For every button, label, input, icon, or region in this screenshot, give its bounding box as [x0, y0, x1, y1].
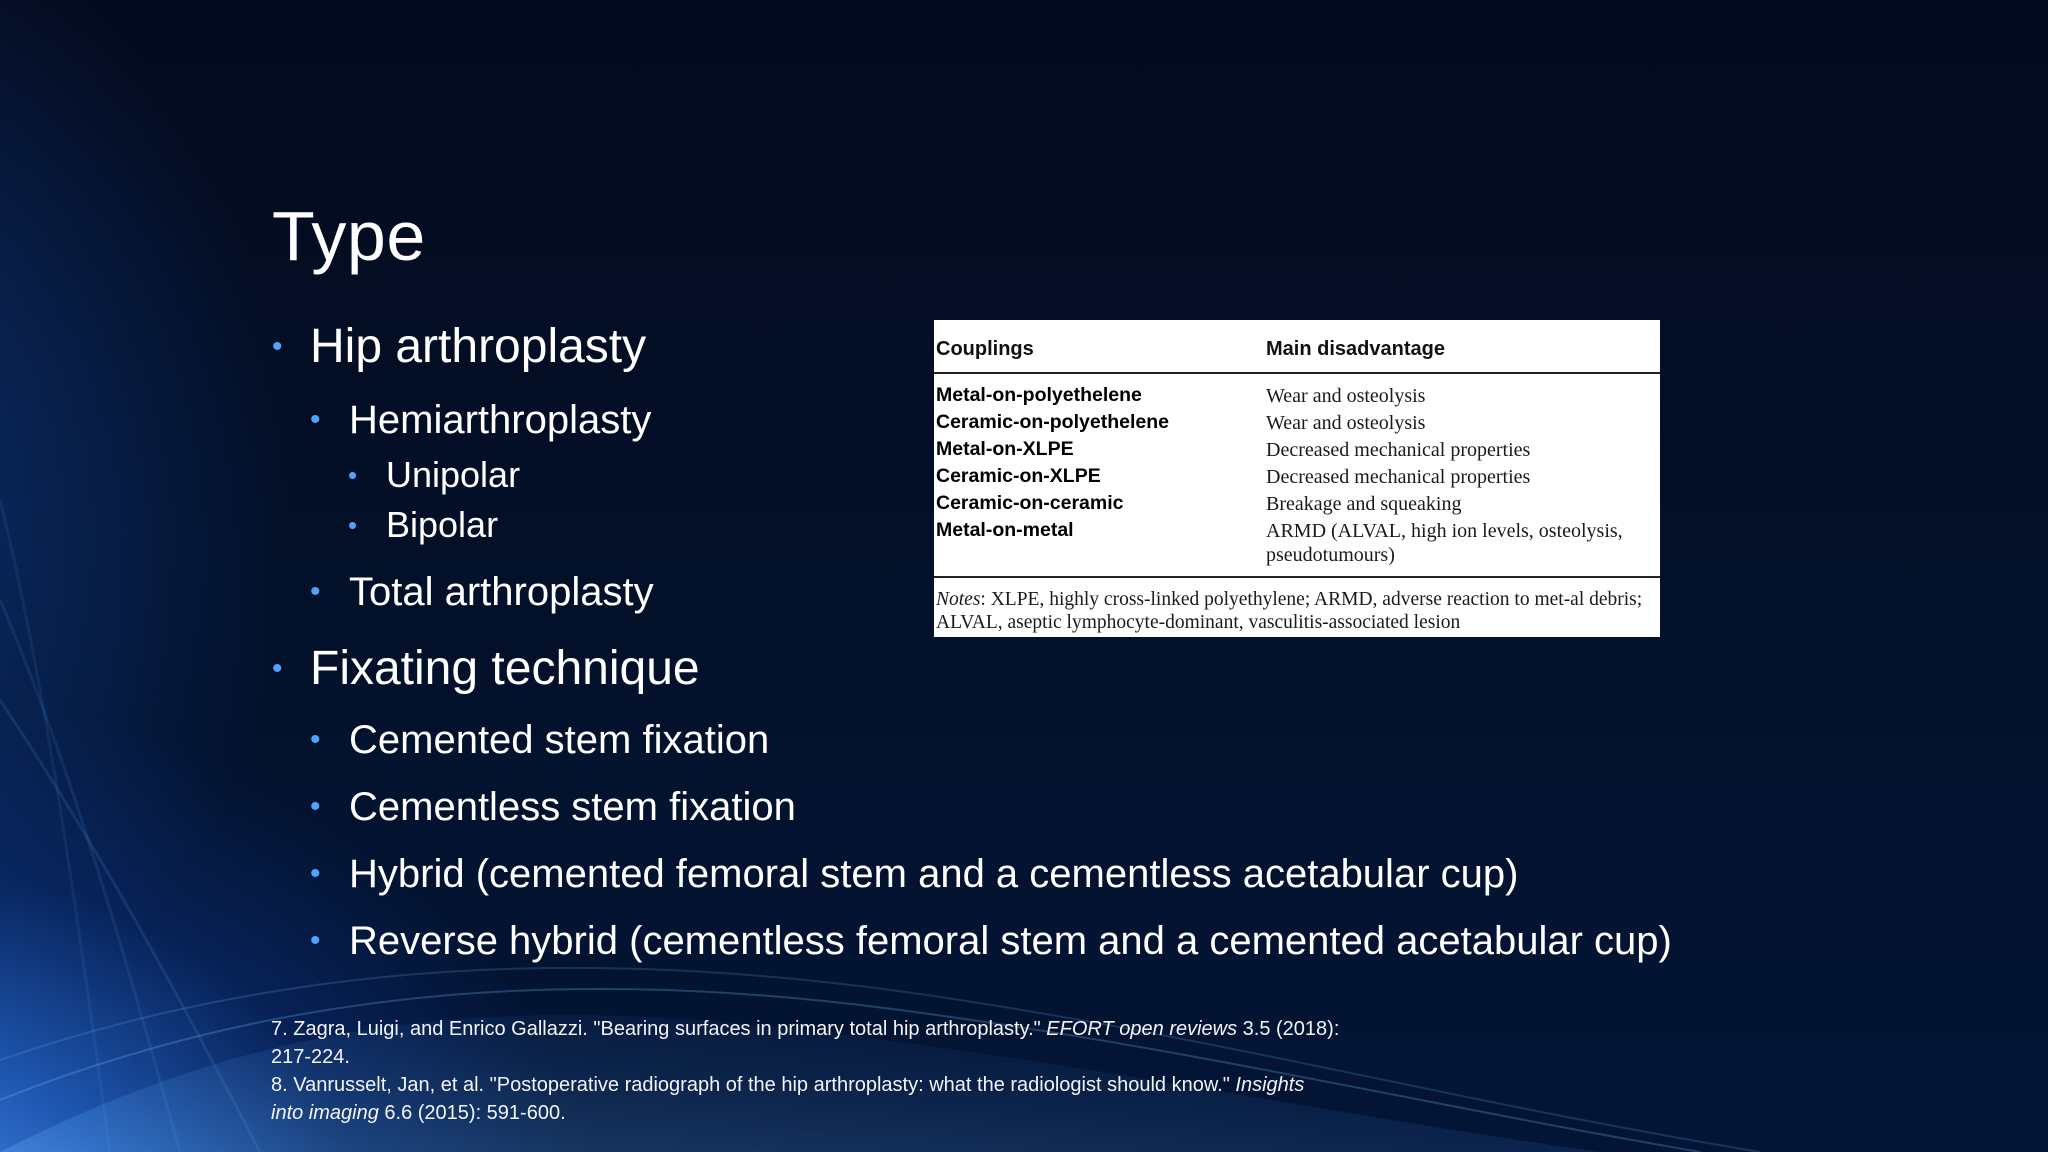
cell-coupling: Ceramic-on-ceramic [936, 492, 1124, 514]
bullet-text: Total arthroplasty [349, 570, 654, 614]
bullet-text: Reverse hybrid (cementless femoral stem and a cemented acetabular cup) [349, 919, 1672, 963]
cell-disadvantage: Decreased mechanical properties [1266, 439, 1531, 461]
bullet-cemented [272, 710, 1772, 770]
table-row [934, 382, 1660, 409]
bullet-icon: • [348, 460, 358, 490]
bullet-reverse-hybrid [272, 911, 1772, 971]
cell-disadvantage: Wear and osteolysis [1266, 412, 1426, 434]
table-row [934, 517, 1660, 567]
slide-title: Type [272, 197, 426, 275]
bullet-icon: • [310, 857, 321, 890]
bullet-fixating-technique [272, 632, 1772, 706]
reference-8-journal: Insights into imaging [271, 1074, 1305, 1124]
cell-disadvantage: Breakage and squeaking [1266, 493, 1462, 515]
references [271, 1015, 1471, 1127]
notes-text: : XLPE, highly cross-linked polyethylene; ARMD, adverse reaction to met-al debris; ALVAL, aseptic lymphocyte-dominant, vasculitis-associated lesion [936, 589, 1643, 633]
table-row [934, 490, 1660, 517]
bullet-icon: • [310, 575, 321, 608]
reference-7 [271, 1015, 1361, 1071]
bullet-icon: • [310, 403, 321, 436]
bullet-text: Hemiarthroplasty [349, 398, 652, 442]
notes-label: Notes [936, 589, 981, 610]
table-row [934, 463, 1660, 490]
cell-coupling: Metal-on-metal [936, 519, 1074, 541]
bullet-icon: • [310, 790, 321, 823]
bullet-text: Hybrid (cemented femoral stem and a cementless acetabular cup) [349, 852, 1519, 896]
header-couplings: Couplings [936, 338, 1034, 360]
reference-7-volume: 3.5 (2018): 217-224. [271, 1018, 1340, 1068]
bullet-icon: • [272, 330, 283, 363]
bullet-icon: • [348, 510, 358, 540]
cell-coupling: Ceramic-on-polyethelene [936, 411, 1169, 433]
reference-8 [271, 1071, 1311, 1127]
bullet-text: Fixating technique [310, 642, 700, 695]
table-header [934, 320, 1660, 374]
reference-8-text: 8. Vanrusselt, Jan, et al. "Postoperative radiograph of the hip arthroplasty: what the radiologist should know." [271, 1074, 1236, 1096]
reference-7-journal: EFORT open reviews [1046, 1018, 1238, 1040]
reference-8-volume: 6.6 (2015): 591-600. [378, 1102, 566, 1124]
bullet-text: Unipolar [386, 454, 521, 495]
cell-disadvantage: Wear and osteolysis [1266, 385, 1426, 407]
bullet-hybrid [272, 844, 1772, 904]
table-row [934, 436, 1660, 463]
header-main-disadvantage: Main disadvantage [1266, 338, 1445, 360]
couplings-table [934, 320, 1660, 637]
bullet-text: Hip arthroplasty [310, 320, 647, 373]
table-row [934, 409, 1660, 436]
cell-coupling: Metal-on-XLPE [936, 438, 1074, 460]
bullet-text: Cementless stem fixation [349, 785, 796, 829]
bullet-icon: • [272, 652, 283, 685]
bullet-text: Cemented stem fixation [349, 718, 770, 762]
bullet-text: Bipolar [386, 504, 499, 545]
bullet-icon: • [310, 924, 321, 957]
cell-coupling: Metal-on-polyethelene [936, 384, 1142, 406]
reference-7-text: 7. Zagra, Luigi, and Enrico Gallazzi. "Bearing surfaces in primary total hip arthroplasty." [271, 1018, 1047, 1040]
cell-disadvantage: Decreased mechanical properties [1266, 466, 1531, 488]
bullet-icon: • [310, 723, 321, 756]
bullet-cementless [272, 777, 1772, 837]
cell-disadvantage: ARMD (ALVAL, high ion levels, osteolysis, pseudotumours) [1266, 520, 1623, 566]
table-body [934, 382, 1660, 567]
cell-coupling: Ceramic-on-XLPE [936, 465, 1101, 487]
table-notes [934, 576, 1660, 634]
